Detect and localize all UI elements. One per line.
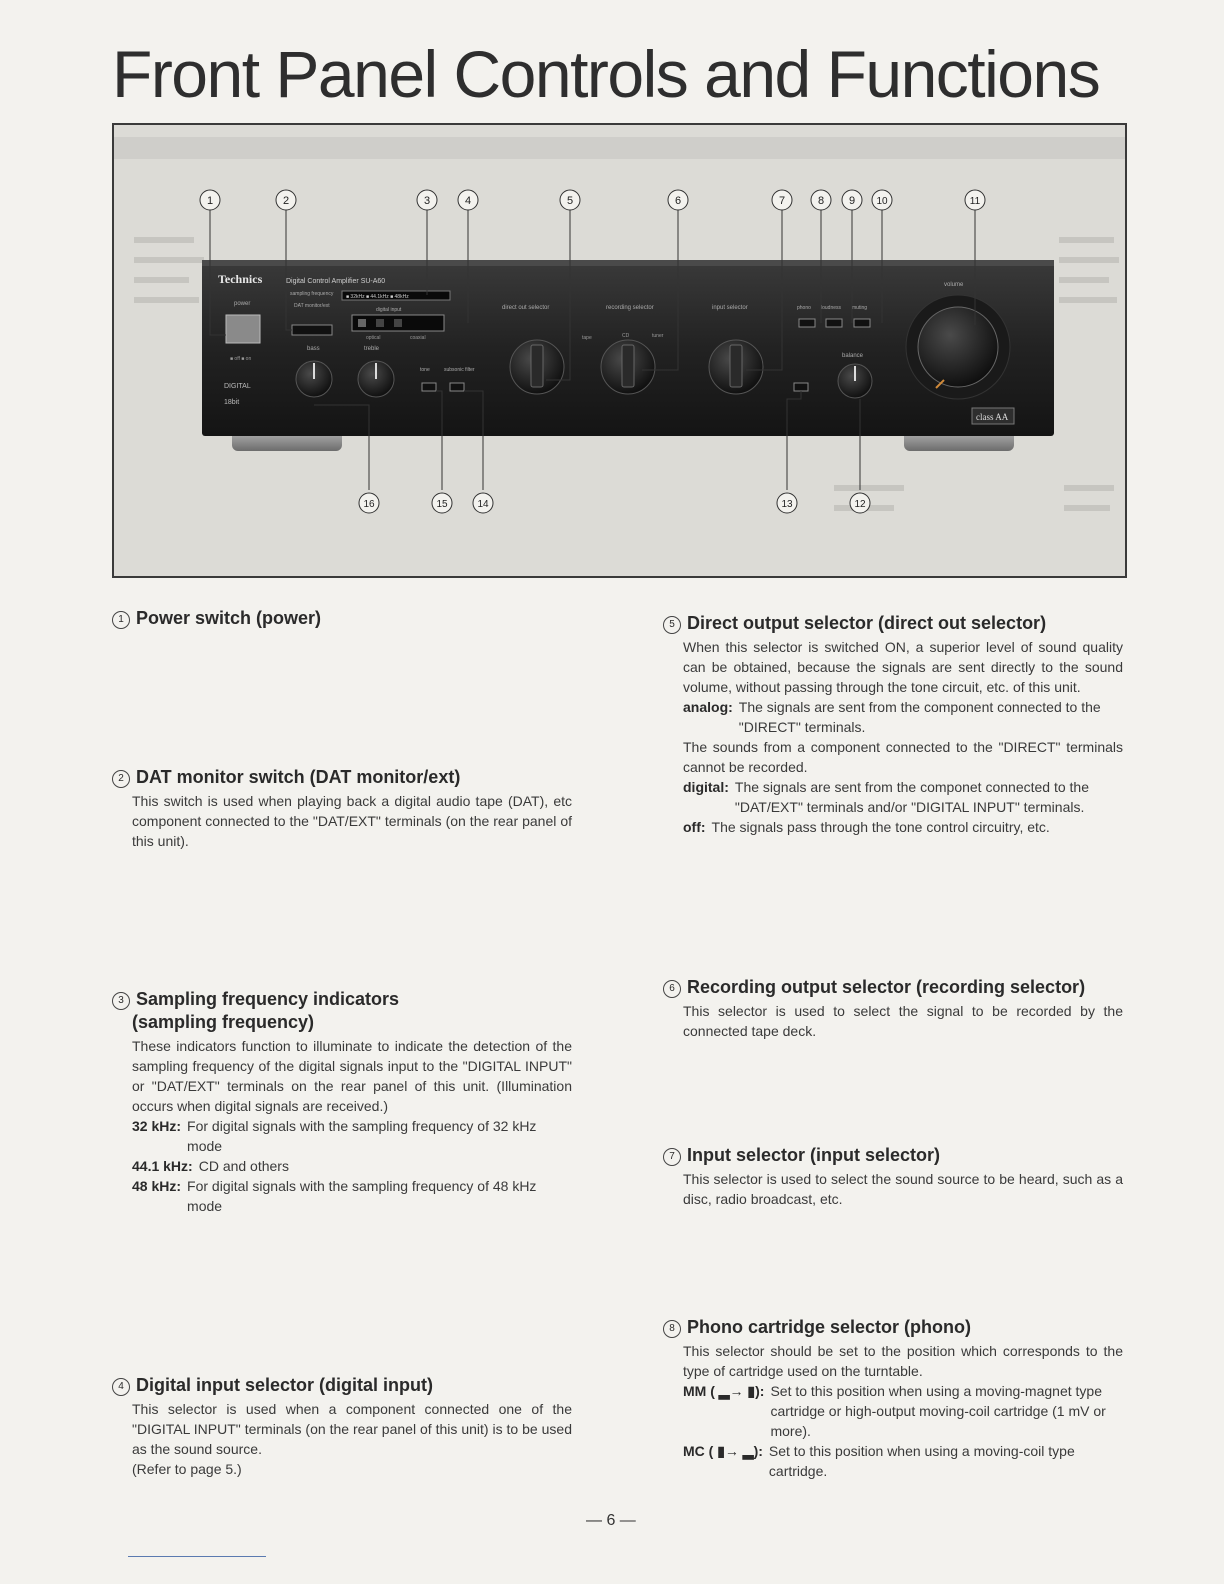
volume-label: volume (944, 282, 964, 288)
class-aa-logo: class AA (976, 412, 1009, 422)
tone-label: tone (420, 367, 430, 373)
analog-note: The sounds from a component connected to the "DIRECT" terminals cannot be recorded. (683, 739, 1123, 775)
tone-switch[interactable] (422, 383, 436, 391)
muting-switch[interactable] (854, 319, 870, 327)
section-number: 7 (663, 1148, 681, 1166)
section-body: This switch is used when playing back a digital audio tape (DAT), etc component connected to the "DAT/EXT" terminals (on the rear panel of this unit). (132, 793, 572, 849)
section-body: This selector is used to select the signal to be recorded by the connected tape deck. (683, 1003, 1123, 1039)
bit-logo: 18bit (224, 399, 240, 406)
callout-number-15: 15 (436, 499, 448, 510)
tape-label: tape (582, 335, 592, 341)
section-digital-input (112, 1374, 572, 1479)
power-mark-label: ■ off ■ on (230, 356, 252, 362)
cd-label: CD (622, 333, 630, 339)
section-number: 6 (663, 980, 681, 998)
callout-number-6: 6 (674, 195, 682, 207)
front-panel-figure (112, 123, 1127, 578)
callout-number-5: 5 (566, 195, 574, 207)
input-selector-label: input selector (712, 305, 748, 311)
callout-number-7: 7 (778, 195, 786, 207)
section-number: 4 (112, 1378, 130, 1396)
sampling-freqs-label: ■ 32kHz ■ 44.1kHz ■ 48kHz (346, 294, 409, 300)
section-body: This selector is used to select the sound source to be heard, such as a disc, radio broadcast, etc. (683, 1171, 1123, 1207)
section-number: 3 (112, 992, 130, 1010)
callout-number-13: 13 (781, 499, 793, 510)
tuner-label: tuner (652, 333, 664, 339)
callout-number-11: 11 (969, 196, 981, 207)
callout-number-3: 3 (423, 195, 431, 207)
freq-item-32: 32 kHz: For digital signals with the sampling frequency of 32 kHz mode (132, 1118, 537, 1154)
section-body: When this selector is switched ON, a superior level of sound quality can be obtained, because the signals are sent directly to the sound volume, without passing through the tone circuit, etc. of this unit. (683, 639, 1123, 695)
section-note: (Refer to page 5.) (132, 1461, 242, 1477)
mm-item: MM ( ▂→ ▮): Set to this position when using a moving-magnet type cartridge or high-output moving-coil cartridge (1 mV or more). (683, 1383, 1106, 1439)
section-dat-monitor (112, 766, 572, 851)
bass-label: bass (307, 346, 320, 352)
callout-number-10: 10 (876, 196, 888, 207)
section-input-selector (663, 1144, 1123, 1209)
phono-label: phono (797, 305, 811, 311)
section-recording-output (663, 976, 1123, 1041)
section-number: 2 (112, 770, 130, 788)
recording-selector-label: recording selector (606, 305, 654, 311)
digital-logo: DIGITAL (224, 383, 251, 390)
page-number: — 6 — (586, 1512, 636, 1529)
section-title: Input selector (input selector) (687, 1145, 941, 1165)
callout-number-12: 12 (854, 499, 866, 510)
phono-switch[interactable] (799, 319, 815, 327)
callout-number-8: 8 (817, 195, 825, 207)
subsonic-filter-switch[interactable] (450, 383, 464, 391)
freq-item-44: 44.1 kHz: CD and others (132, 1158, 289, 1174)
section-title: Recording output selector (recording selector) (687, 977, 1086, 997)
mc-item: MC ( ▮→ ▂): Set to this position when using a moving-coil type cartridge. (683, 1443, 1075, 1479)
direct-digital-switch[interactable] (794, 383, 808, 391)
page-title: Front Panel Controls and Functions (112, 37, 1100, 111)
section-direct-output (663, 612, 1123, 837)
dat-monitor-switch[interactable] (292, 325, 332, 335)
section-title: Direct output selector (direct out selector) (687, 613, 1047, 633)
freq-item-48: 48 kHz: For digital signals with the sampling frequency of 48 kHz mode (132, 1178, 537, 1214)
subsonic-filter-label: subsonic filter (444, 367, 475, 373)
section-power-switch (112, 607, 572, 630)
section-body: This selector is used when a component connected one of the "DIGITAL INPUT" terminals (on the rear panel of this unit) is to be used as the sound source. (132, 1401, 572, 1457)
power-label: power (234, 301, 251, 307)
section-number: 8 (663, 1320, 681, 1338)
callout-number-16: 16 (363, 499, 375, 510)
section-body: This selector should be set to the position which corresponds to the type of cartridge used on the turntable. (683, 1343, 1123, 1379)
section-number: 5 (663, 616, 681, 634)
callout-number-2: 2 (282, 195, 290, 207)
sampling-frequency-label: sampling frequency (290, 291, 334, 297)
section-number: 1 (112, 611, 130, 629)
section-title: Sampling frequency indicators (136, 989, 400, 1009)
callout-number-9: 9 (848, 195, 856, 207)
amplifier-illustration (114, 125, 1125, 576)
analog-item: analog: The signals are sent from the component connected to the "DIRECT" terminals. (683, 699, 1101, 735)
section-title: Power switch (power) (136, 608, 322, 628)
callout-number-4: 4 (464, 195, 472, 207)
loudness-switch[interactable] (826, 319, 842, 327)
section-title: Phono cartridge selector (phono) (687, 1317, 972, 1337)
brand-label: Technics (218, 272, 263, 286)
loudness-label: loudness (821, 305, 842, 311)
section-phono-cartridge (663, 1316, 1123, 1481)
off-item: off: The signals pass through the tone control circuitry, etc. (683, 819, 1050, 835)
volume-knob[interactable] (918, 307, 998, 387)
power-switch[interactable] (226, 315, 260, 343)
callout-number-14: 14 (477, 499, 489, 510)
muting-label: muting (852, 305, 868, 311)
section-sampling-frequency (112, 988, 572, 1216)
coaxial-label: coaxial (410, 335, 426, 341)
section-title: Digital input selector (digital input) (136, 1375, 433, 1395)
balance-label: balance (842, 353, 864, 359)
section-title: DAT monitor switch (DAT monitor/ext) (136, 767, 461, 787)
dat-monitor-label: DAT monitor/ext (294, 303, 330, 309)
optical-label: optical (366, 335, 381, 341)
callout-number-1: 1 (206, 195, 214, 207)
digital-input-label: digital input (376, 307, 402, 313)
model-label: Digital Control Amplifier SU-A60 (286, 278, 386, 285)
digital-item: digital: The signals are sent from the componet connected to the "DAT/EXT" terminals and/or "DIGITAL INPUT" terminals. (683, 779, 1089, 815)
section-body: These indicators function to illuminate to indicate the detection of the sampling frequency of the digital signals input to the "DIGITAL INPUT" or "DAT/EXT" terminals on the rear panel of this unit. (Illumination occurs when digital signals are received.) (132, 1038, 572, 1114)
direct-out-selector-label: direct out selector (502, 305, 550, 311)
section-title-line2: (sampling frequency) (132, 1012, 315, 1032)
stray-line (128, 1556, 266, 1557)
treble-label: treble (364, 346, 380, 352)
